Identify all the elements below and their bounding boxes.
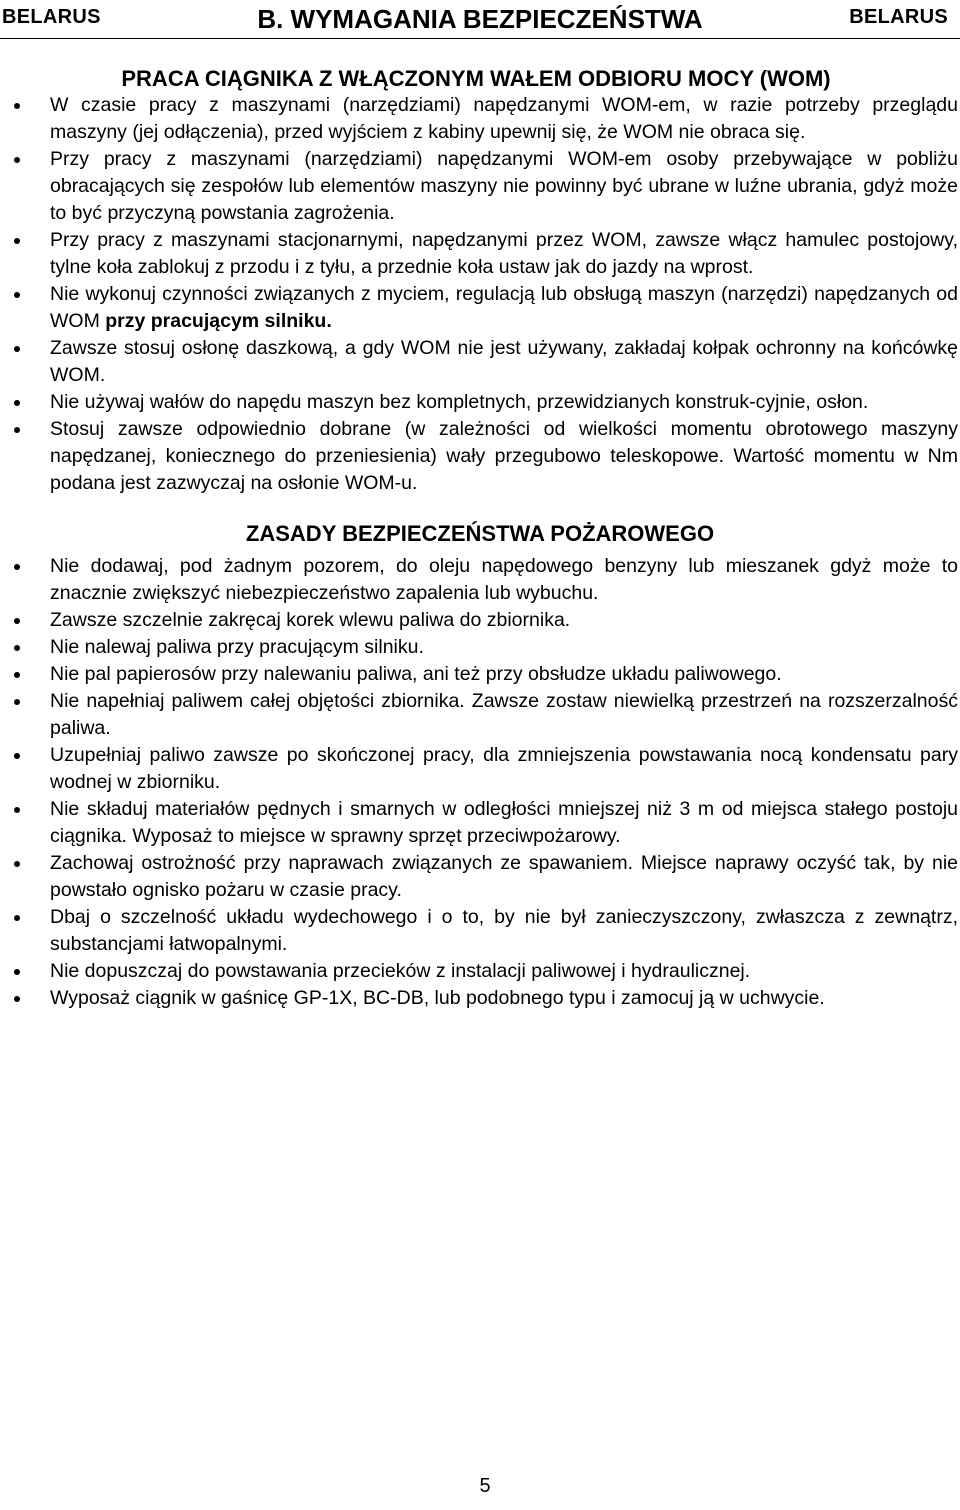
item-text: Przy pracy z maszynami stacjonarnymi, napędzanymi przez WOM, zawsze włącz hamulec postojowy, tylne koła zablokuj z przodu i z tyłu, a przednie koła ustaw jak do jazdy na wprost. [50,229,958,278]
item-text: Stosuj zawsze odpowiednio dobrane (w zależności od wielkości momentu obrotowego maszyny napędzanej, koniecznego do przeniesienia) wały przegubowo teleskopowe. Wartość momentu w Nm podana jest zazwyczaj na osłonie WOM-u. [50,418,958,494]
bullet-icon [14,915,20,921]
bullet-icon [14,238,20,244]
item-text: W czasie pracy z maszynami (narzędziami) napędzanymi WOM-em, w razie potrzeby przeglądu maszyny (jej odłączenia), przed wyjściem z kabiny upewnij się, że WOM nie obraca się. [50,94,958,143]
list-item [0,227,960,281]
item-text: Nie używaj wałów do napędu maszyn bez kompletnych, przewidzianych konstruk-cyjnie, osłon. [50,391,869,413]
item-text: Zawsze szczelnie zakręcaj korek wlewu paliwa do zbiornika. [50,609,571,631]
bullet-icon [14,969,20,975]
list-item [0,607,960,634]
item-bold-text: przy pracującym silniku. [105,310,332,332]
list-item [0,553,960,607]
bullet-icon [14,157,20,163]
list-item [0,92,960,146]
bullet-icon [14,400,20,406]
list-item [0,634,960,661]
fire-section-title: ZASADY BEZPIECZEŃSTWA POŻAROWEGO [245,521,715,546]
list-item [0,281,960,335]
item-text: Przy pracy z maszynami (narzędziami) napędzanymi WOM-em osoby przebywające w pobliżu obracających się zespołów lub elementów maszyny nie powinny być ubrane w luźne ubrania, gdyż może to być przyczyną powstania zagrożenia. [50,148,958,224]
bullet-icon [14,699,20,705]
bullet-icon [14,645,20,651]
list-item [0,985,960,1012]
item-text: Nie dodawaj, pod żadnym pozorem, do oleju napędowego benzyny lub mieszanek gdyż może to znacznie zwiększyć niebezpieczeństwo zapalenia lub wybuchu. [50,555,958,604]
list-item [0,416,960,497]
item-text: Wyposaż ciągnik w gaśnicę GP-1X, BC-DB, lub podobnego typu i zamocuj ją w uchwycie. [50,987,825,1009]
bullet-icon [14,807,20,813]
bullet-icon [14,292,20,298]
header-title: B. WYMAGANIA BEZPIECZEŃSTWA [257,4,703,34]
page-header [0,0,960,42]
item-text: Zawsze stosuj osłonę daszkową, a gdy WOM nie jest używany, zakładaj kołpak ochronny na końcówkę WOM. [50,337,958,386]
list-item [0,661,960,688]
fire-list [0,553,960,1012]
item-text: Nie napełniaj paliwem całej objętości zbiornika. Zawsze zostaw niewielką przestrzeń na rozszerzalność paliwa. [50,690,958,739]
list-item [0,146,960,227]
list-item [0,904,960,958]
wom-list [0,92,960,497]
list-item [0,688,960,742]
header-rule [0,38,960,39]
item-text: Nie dopuszczaj do powstawania przecieków z instalacji paliwowej i hydraulicznej. [50,960,751,982]
item-text: Nie nalewaj paliwa przy pracującym silniku. [50,636,424,658]
item-text: Dbaj o szczelność układu wydechowego i o to, by nie był zanieczyszczony, zwłaszcza z zewnątrz, substancjami łatwopalnymi. [50,906,958,955]
wom-section-title: PRACA CIĄGNIKA Z WŁĄCZONYM WAŁEM ODBIORU MOCY (WOM) [121,66,831,91]
bullet-icon [14,672,20,678]
list-item [0,850,960,904]
list-item [0,389,960,416]
item-text: Nie składuj materiałów pędnych i smarnych w odległości mniejszej niż 3 m od miejsca stałego postoju ciągnika. Wyposaż to miejsce w sprawny sprzęt przeciwpożarowy. [50,798,958,847]
bullet-icon [14,103,20,109]
item-text: Nie wykonuj czynności związanych z myciem, regulacją lub obsługą maszyn (narzędzi) napędzanych od WOM [50,283,958,332]
bullet-icon [14,564,20,570]
bullet-icon [14,861,20,867]
list-item [0,742,960,796]
bullet-icon [14,618,20,624]
brand-left: BELARUS [2,6,101,28]
brand-right: BELARUS [849,6,948,28]
list-item [0,958,960,985]
page-number-text: 5 [479,1475,491,1497]
bullet-icon [14,753,20,759]
list-item [0,335,960,389]
item-text: Uzupełniaj paliwo zawsze po skończonej pracy, dla zmniejszenia powstawania nocą kondensatu pary wodnej w zbiorniku. [50,744,958,793]
list-item [0,796,960,850]
item-text: Zachowaj ostrożność przy naprawach związanych ze spawaniem. Miejsce naprawy oczyść tak, by nie powstało ognisko pożaru w czasie pracy. [50,852,958,901]
page-number [0,1475,960,1498]
bullet-icon [14,996,20,1002]
bullet-icon [14,427,20,433]
page-content [0,66,960,1012]
item-text: Nie pal papierosów przy nalewaniu paliwa, ani też przy obsłudze układu paliwowego. [50,663,782,685]
bullet-icon [14,346,20,352]
